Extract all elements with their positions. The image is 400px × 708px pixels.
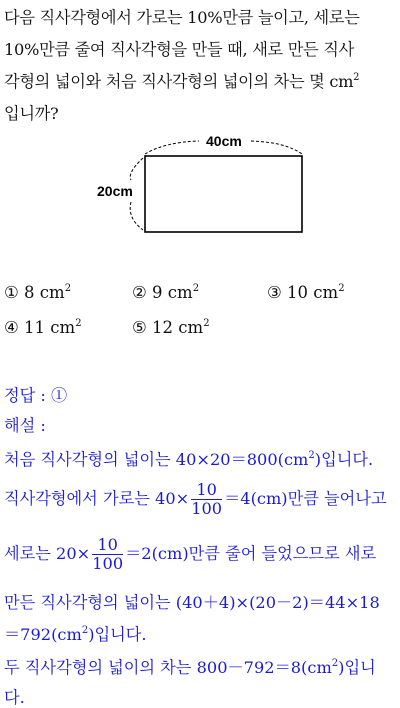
superscript: 2: [81, 625, 89, 636]
explanation-text: ＝2(cm)만큼 줄어 들었으므로 새로: [125, 544, 377, 563]
choice-value: 8 cm: [24, 283, 65, 302]
explanation-text: 두 직사각형의 넓이의 차는 800－792＝8(cm: [4, 658, 332, 677]
question-line: 다음 직사각형에서 가로는 10%만큼 늘이고, 세로는: [4, 8, 360, 27]
fraction: [191, 481, 222, 518]
fraction-numerator: 10: [92, 536, 123, 555]
fraction-denominator: 100: [92, 554, 124, 573]
explanation-line: [4, 536, 376, 573]
superscript: 2: [338, 283, 345, 294]
explanation-text: 세로는 20×: [4, 544, 91, 563]
explanation-text: )입니다.: [314, 450, 374, 469]
width-arc-right: [251, 141, 302, 154]
choice-1: [4, 283, 71, 302]
choice-4: [4, 318, 82, 337]
explanation-line: [4, 654, 376, 678]
question-line: 10%만큼 줄여 직사각형을 만들 때, 새로 만든 직사: [4, 40, 354, 59]
question-line-text: 각형의 넓이와 처음 직사각형의 넓이의 차는 몇 cm: [4, 72, 354, 91]
explanation-line: [4, 446, 373, 470]
fraction-numerator: 10: [191, 481, 222, 500]
explanation-label: 해설 :: [4, 416, 46, 435]
choice-number: ①: [4, 283, 19, 302]
superscript: 2: [75, 318, 82, 329]
choice-value: 9 cm: [152, 283, 193, 302]
explanation-text: 직사각형에서 가로는 40×: [4, 489, 190, 508]
superscript: 2: [308, 450, 315, 461]
rectangle-figure: [95, 128, 310, 238]
superscript: 2: [192, 283, 200, 294]
fraction-denominator: 100: [191, 499, 223, 518]
superscript: 2: [64, 283, 72, 294]
explanation-text: )입니다.: [88, 625, 147, 644]
choice-value: 10 cm: [287, 283, 339, 302]
fraction: [92, 536, 123, 573]
height-arc-bottom: [130, 202, 143, 230]
height-arc-top: [130, 158, 143, 180]
superscript: 2: [203, 318, 210, 329]
question-text: [4, 2, 396, 130]
explanation-text: ＝792(cm: [4, 625, 82, 644]
choice-value: 12 cm: [152, 318, 204, 337]
explanation-line: 다.: [4, 688, 25, 707]
choice-number: ⑤: [132, 318, 147, 337]
width-label: 40cm: [206, 133, 242, 149]
rectangle-shape: [145, 156, 302, 232]
question-line: 입니까?: [4, 104, 59, 123]
superscript: 2: [353, 72, 360, 83]
width-arc-left: [145, 141, 199, 154]
choice-5: [132, 318, 210, 337]
choice-number: ③: [267, 283, 282, 302]
choice-value: 11 cm: [24, 318, 76, 337]
answer-label: 정답 : ①: [4, 386, 68, 405]
choice-3: [267, 283, 345, 302]
explanation-text: )입니: [338, 658, 376, 677]
explanation-line: 만든 직사각형의 넓이는 (40＋4)×(20－2)＝44×18: [4, 593, 380, 612]
explanation-line: [4, 621, 147, 645]
explanation-text: ＝4(cm)만큼 늘어나고: [224, 489, 387, 508]
choice-number: ④: [4, 318, 19, 337]
explanation-text: 처음 직사각형의 넓이는 40×20＝800(cm: [4, 450, 309, 469]
question-line: [4, 66, 396, 98]
choice-number: ②: [132, 283, 147, 302]
superscript: 2: [331, 658, 339, 669]
explanation-line: [4, 481, 387, 518]
choice-2: [132, 283, 199, 302]
height-label: 20cm: [97, 183, 133, 199]
